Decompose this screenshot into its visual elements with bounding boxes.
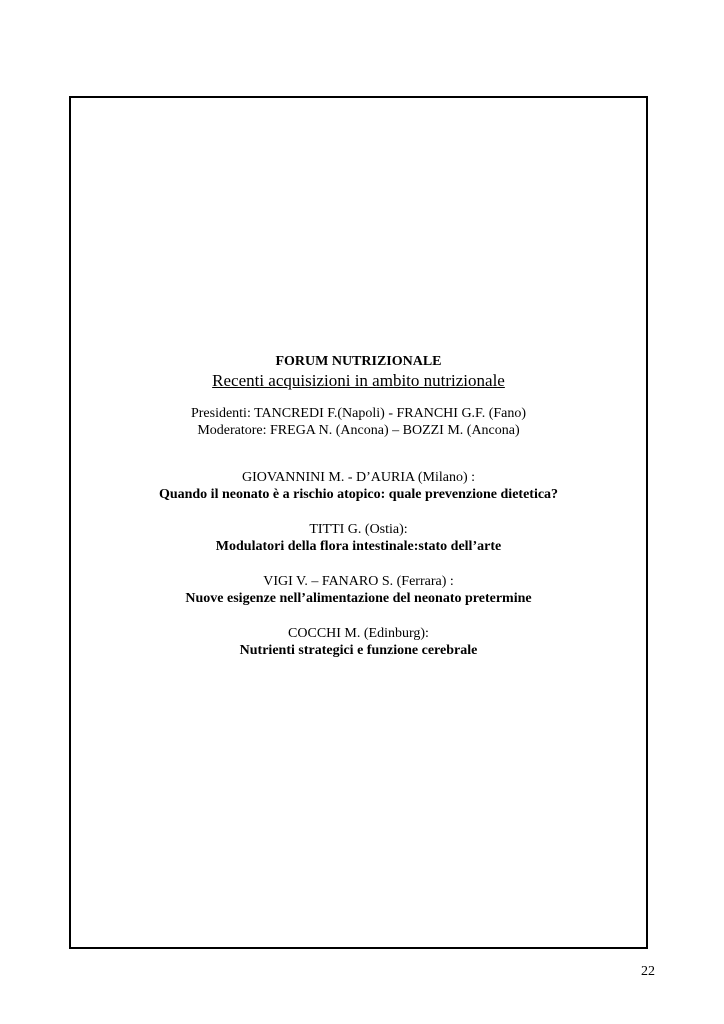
- talk-title: Quando il neonato è a rischio atopico: quale prevenzione dietetica?: [158, 487, 559, 502]
- talk-item: [69, 469, 648, 503]
- talk-speakers: TITTI G. (Ostia):: [309, 522, 408, 537]
- talk-item: [69, 573, 648, 607]
- talk-speakers: GIOVANNINI M. - D’AURIA (Milano) :: [241, 470, 476, 485]
- talk-speakers: VIGI V. – FANARO S. (Ferrara) :: [263, 574, 454, 589]
- talk-title: Modulatori della flora intestinale:stato dell’arte: [215, 539, 502, 554]
- page-number: 22: [641, 964, 655, 979]
- talk-item: [69, 521, 648, 555]
- talks-list: [69, 469, 648, 659]
- forum-section: [69, 353, 648, 677]
- presidents-line: Presidenti: TANCREDI F.(Napoli) - FRANCHI G.F. (Fano): [190, 406, 527, 421]
- moderators-line: Moderatore: FREGA N. (Ancona) – BOZZI M. (Ancona): [197, 423, 520, 438]
- talk-item: [69, 625, 648, 659]
- forum-label: FORUM NUTRIZIONALE: [275, 354, 442, 369]
- talk-speakers: COCCHI M. (Edinburg):: [288, 626, 429, 641]
- talk-title: Nuove esigenze nell’alimentazione del neonato pretermine: [185, 591, 532, 606]
- forum-title: Recenti acquisizioni in ambito nutrizionale: [212, 371, 505, 390]
- talk-title: Nutrienti strategici e funzione cerebrale: [239, 643, 478, 658]
- chairs-block: [69, 405, 648, 439]
